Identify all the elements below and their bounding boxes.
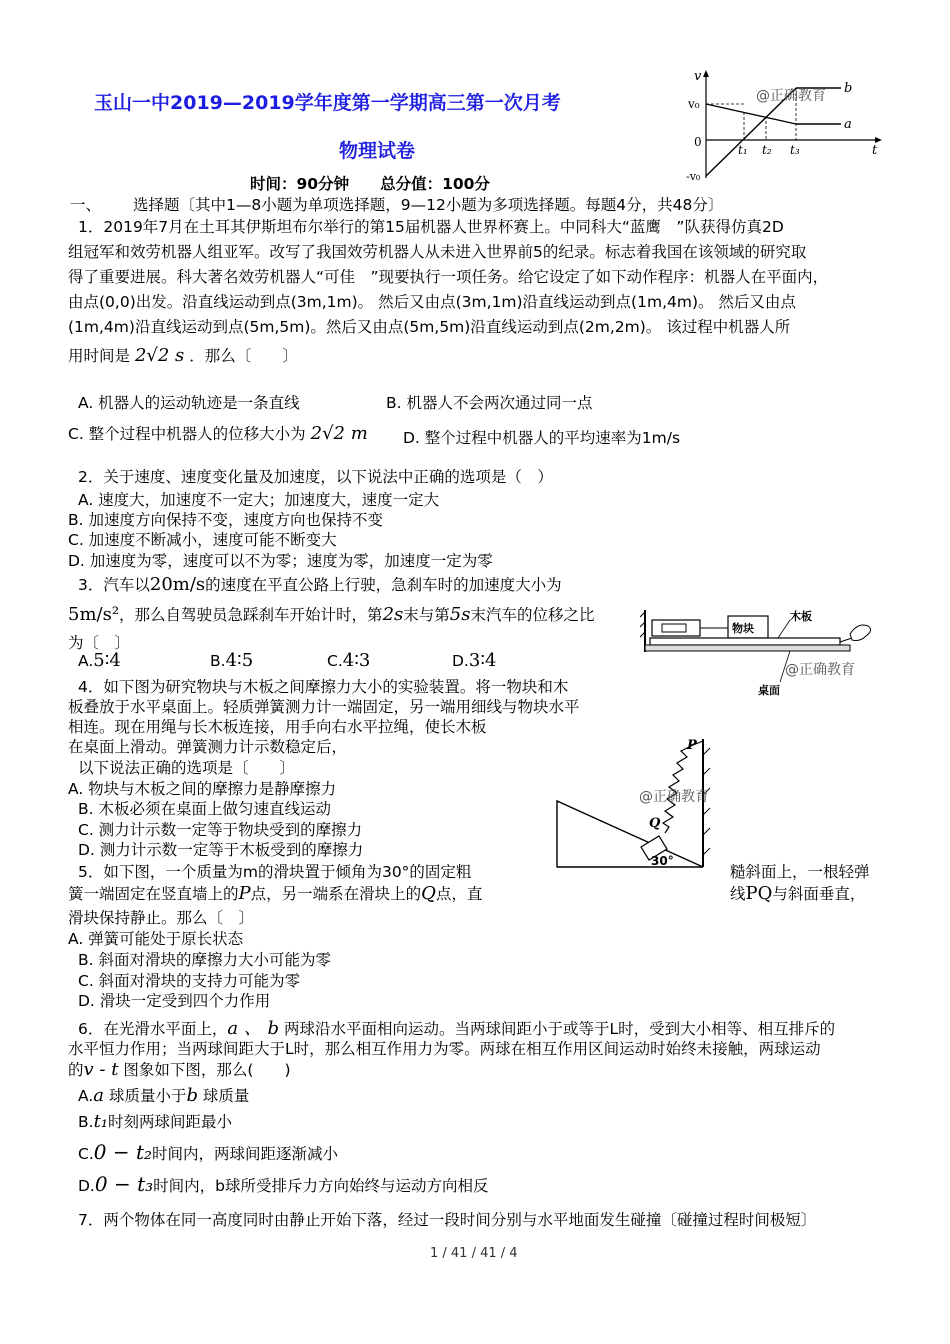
q3-option-b (210, 650, 253, 671)
q1-option-d: D. 整个过程中机器人的平均速率为1m/s (403, 429, 681, 447)
exam-title: 玉山一中2019—2019学年度第一学期高三第一次月考 (94, 92, 561, 114)
q3-option-d (452, 650, 496, 671)
q1-option-c (68, 422, 368, 444)
q6-l1-a: 6．在光滑水平面上， (78, 1020, 228, 1038)
q6-option-b (78, 1110, 232, 1132)
incline-figure (553, 735, 723, 875)
q3-l2-a: ，那么自驾驶员急踩刹车开始计时，第 (119, 606, 383, 624)
q6-c-math: 0 − t₂ (93, 1140, 153, 1164)
inc-slope (557, 801, 703, 867)
q4-option-d: D. 测力计示数一定等于木板受到的摩擦力 (78, 841, 364, 859)
q4-ask: 以下说法正确的选项是〔 〕 (78, 759, 296, 777)
q6-l3-b: 图象如下图，那么( ) (123, 1061, 291, 1079)
q5-l2-a: 簧一端固定在竖直墙上的 (68, 885, 239, 903)
fr-desk (645, 645, 850, 651)
page-footer: 1 / 41 / 41 / 4 (430, 1246, 518, 1261)
fr-board-label: 木板 (790, 610, 812, 623)
q2-stem: 2．关于速度、速度变化量及加速度，以下说法中正确的选项是（ ） (78, 468, 553, 486)
q3-l2-b: 末与第 (403, 606, 450, 624)
q2-option-a: A. 速度大，加速度不一定大；加速度大，速度一定大 (78, 491, 440, 509)
q1-time-math: 2√2 s (134, 345, 185, 366)
vt-label-t1: t₁ (738, 143, 748, 157)
q3-c-label: C. (327, 652, 343, 670)
q1-line-4: 由点(0,0)出发。沿直线运动到点(3m,1m)。 然后又由点(3m,1m)沿直线运动到点(1m,4m)。 然后又由点 (68, 293, 796, 311)
q5-option-b: B. 斜面对滑块的摩擦力大小可能为零 (78, 951, 331, 969)
inc-wall-h1 (703, 748, 710, 755)
q4-option-b: B. 木板必须在桌面上做匀速直线运动 (78, 800, 331, 818)
fr-board (650, 638, 840, 645)
q4-line-3: 相连。现在用绳与长木板连接，用手向右水平拉绳，使长木板 (68, 718, 487, 736)
q3-l1-suffix: 的速度在平直公路上行驶，急刹车时的加速度大小为 (205, 576, 562, 594)
q3-d-label: D. (452, 652, 469, 670)
q3-l2-m1: 2s (382, 604, 404, 625)
q6-option-a (78, 1084, 249, 1106)
vt-watermark: @正确教育 (756, 88, 826, 104)
q6-a-b: 球质量小于 (108, 1087, 187, 1105)
vt-label-neg-v0: -v₀ (686, 170, 701, 183)
q6-a-m2: b (186, 1085, 198, 1106)
fr-hand (850, 625, 871, 641)
vt-label-t3: t₃ (790, 143, 800, 157)
q6-c-text: 时间内，两球间距逐渐减小 (152, 1145, 339, 1163)
q1-line-6 (68, 344, 298, 366)
q1-option-c-text: C. 整个过程中机器人的位移大小为 (68, 425, 306, 443)
fr-block-label: 物块 (732, 622, 754, 635)
q1-line-1: 1．2019年7月在土耳其伊斯坦布尔举行的第15届机器人世界杯赛上。中同科大“蓝鹰 ”队获得仿真2D (78, 218, 784, 236)
q4-line-1: 4．如下图为研究物块与木板之间摩擦力大小的实验装置。将一物块和木 (78, 678, 569, 696)
q3-b-val: 4∶5 (225, 650, 254, 671)
q6-line-3 (68, 1058, 291, 1080)
q4-option-c: C. 测力计示数一定等于物块受到的摩擦力 (78, 821, 363, 839)
q5-option-a: A. 弹簧可能处于原长状态 (68, 930, 244, 948)
q5-l2-c: 点，直 (435, 885, 483, 903)
inc-wall-h4 (703, 808, 710, 815)
q1-option-c-math: 2√2 m (310, 423, 368, 444)
q3-l2-c: 末汽车的位移之比 (470, 606, 595, 624)
q6-l1-ab: a 、 b (227, 1018, 280, 1039)
q5-option-d: D. 滑块一定受到四个力作用 (78, 992, 271, 1010)
vt-v-arrow (703, 70, 709, 77)
q2-option-c: C. 加速度不断减小，速度可能不断变大 (68, 531, 337, 549)
q5-option-c: C. 斜面对滑块的支持力可能为零 (78, 972, 301, 990)
q1-time-prefix: 用时间是 (68, 347, 131, 365)
q5-l2r-PQ: PQ (745, 883, 773, 904)
q1-line-3: 得了重要进展。科大著名效劳机器人“可佳 ”现要执行一项任务。给它设定了如下动作程序：机器人在平面内， (68, 268, 829, 286)
q3-l1-math: 20m/s (149, 574, 206, 595)
q5-line-2 (68, 882, 482, 904)
vt-graph-figure (686, 68, 886, 183)
inc-wall-h5 (703, 828, 710, 835)
q6-d-text: 时间内，b球所受排斥力方向始终与运动方向相反 (153, 1177, 489, 1195)
q6-line-1 (78, 1014, 835, 1040)
q6-d-math: 0 − t₃ (94, 1172, 154, 1196)
q5-l2-P: P (238, 883, 251, 904)
q6-b-label: B. (78, 1113, 94, 1131)
q5-line-1-left: 5．如下图，一个质量为m的滑块置于倾角为30°的固定粗 (78, 863, 472, 881)
q6-l3-vt: v - t (83, 1059, 119, 1080)
q3-c-val: 4∶3 (342, 650, 371, 671)
q5-l2r-a: 线 (730, 885, 746, 903)
q3-b-label: B. (210, 652, 226, 670)
vt-label-b: b (844, 81, 853, 96)
q3-a-val: 5∶4 (93, 650, 121, 671)
q3-l2-m2: 5s (449, 604, 471, 625)
q2-option-b: B. 加速度方向保持不变，速度方向也保持不变 (68, 511, 383, 529)
q4-line-2: 板叠放于水平桌面上。轻质弹簧测力计一端固定，另一端用细线与物块水平 (68, 698, 580, 716)
q1-option-a: A. 机器人的运动轨迹是一条直线 (78, 394, 300, 412)
inc-label-P: P (687, 738, 697, 753)
q5-line-3: 滑块保持静止。那么〔 〕 (68, 909, 255, 927)
vt-label-v: v (694, 69, 702, 84)
vt-label-zero: 0 (694, 135, 702, 149)
time-info: 时间：90分钟 总分值：100分 (250, 175, 490, 193)
q5-l2-b: 点，另一端系在滑块上的 (250, 885, 422, 903)
q6-b-text: 时刻两球间距最小 (108, 1113, 233, 1131)
q6-a-label: A. (78, 1087, 94, 1105)
fr-spring-scale (652, 620, 700, 636)
q3-option-a (78, 650, 121, 671)
q6-option-c (78, 1140, 338, 1164)
q5-l2r-b: 与斜面垂直， (772, 885, 866, 903)
friction-apparatus-figure (640, 602, 880, 702)
inc-angle-label: 30° (651, 854, 674, 868)
q5-l2-Q: Q (421, 883, 436, 904)
q3-line-1 (78, 573, 562, 595)
fr-board-pointer (778, 620, 790, 638)
vt-label-t: t (872, 143, 878, 158)
q1-line-2: 组冠军和效劳机器人组亚军。改写了我国效劳机器人从未进入世界前5的纪录。标志着我国在该领域的研究取 (68, 243, 807, 261)
vt-label-v0: v₀ (688, 97, 700, 111)
q6-l3-a: 的 (68, 1061, 84, 1079)
inc-wall-h2 (703, 768, 710, 775)
q6-a-c: 球质量 (202, 1087, 250, 1105)
q6-b-math: t₁ (93, 1111, 109, 1132)
inc-label-Q: Q (649, 816, 661, 831)
q6-c-label: C. (78, 1145, 94, 1163)
q3-a-label: A. (78, 652, 94, 670)
fr-rope (840, 638, 852, 642)
fr-watermark: @正确教育 (785, 662, 855, 678)
vt-label-t2: t₂ (762, 143, 772, 157)
q4-option-a: A. 物块与木板之间的摩擦力是静摩擦力 (68, 780, 337, 798)
q6-d-label: D. (78, 1177, 95, 1195)
q3-l2-math: 5m/s² (68, 604, 120, 625)
q3-l1-prefix: 3．汽车以 (78, 576, 150, 594)
vt-label-a: a (844, 117, 852, 132)
q1-option-b: B. 机器人不会两次通过同一点 (386, 394, 593, 412)
q3-line-2 (68, 603, 595, 625)
q1-line-5: (1m,4m)沿直线运动到点(5m,5m)。然后又由点(5m,5m)沿直线运动到点(2m,2m)。 该过程中机器人所 (68, 318, 791, 336)
q5-line-1-right: 糙斜面上，一根轻弹 (730, 863, 870, 881)
inc-wall-h6 (703, 848, 710, 855)
section-number: 一、 (70, 196, 102, 214)
section-heading: 选择题〔其中1—8小题为单项选择题，9—12小题为多项选择题。每题4分，共48分〕 (133, 196, 724, 214)
q5-line-2-right (730, 882, 865, 904)
q4-line-4: 在桌面上滑动。弹簧测力计示数稳定后， (68, 738, 348, 756)
q1-time-suffix: ．那么〔 〕 (189, 347, 298, 365)
q2-option-d: D. 加速度为零，速度可以不为零；速度为零，加速度一定为零 (68, 552, 493, 570)
q6-l1-b: 两球沿水平面相向运动。当两球间距小于或等于L时，受到大小相等、相互排斥的 (284, 1020, 836, 1038)
inc-watermark: @正确教育 (639, 789, 709, 805)
q7-stem: 7．两个物体在同一高度同时由静止开始下落，经过一段时间分别与水平地面发生碰撞〔碰撞过程时间极短〕 (78, 1211, 817, 1229)
q6-a-m1: a (93, 1085, 104, 1106)
q3-option-c (327, 650, 370, 671)
exam-subtitle: 物理试卷 (339, 140, 416, 162)
inc-spring (663, 741, 703, 833)
q6-option-d (78, 1172, 488, 1196)
q3-line-3: 为〔 〕 (68, 634, 131, 652)
q6-line-2: 水平恒力作用；当两球间距大于L时，那么相互作用力为零。两球在相互作用区间运动时始终未接触，两球运动 (68, 1040, 821, 1058)
fr-desk-label: 桌面 (758, 684, 780, 697)
q3-d-val: 3∶4 (468, 650, 497, 671)
vt-line-a (706, 104, 796, 124)
